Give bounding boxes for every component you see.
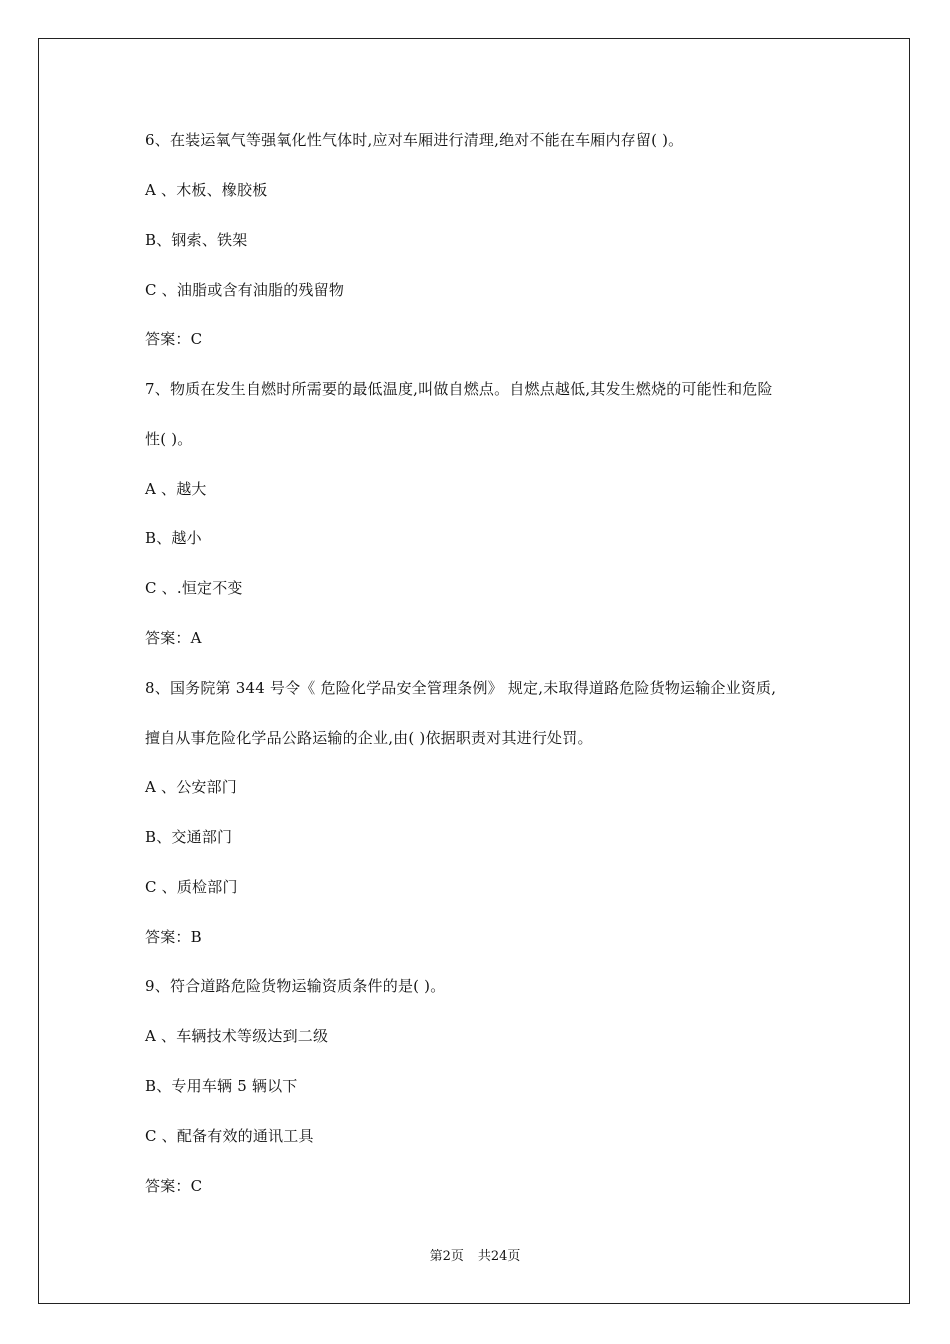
- question-7-option-c: C 、.恒定不变: [145, 579, 243, 597]
- page-number-total: 共24页: [477, 1249, 521, 1264]
- question-8-option-b: B、交通部门: [145, 828, 233, 846]
- page-footer: [0, 1248, 950, 1266]
- question-6-option-a: A 、木板、橡胶板: [145, 181, 268, 199]
- page-number-current: 第2页: [429, 1249, 464, 1264]
- question-9-option-b: B、专用车辆 5 辆以下: [145, 1077, 298, 1095]
- question-9-stem: 9、符合道路危险货物运输资质条件的是( )。: [145, 977, 446, 995]
- question-7-answer: 答案：A: [145, 629, 202, 647]
- question-7-option-a: A 、越大: [145, 480, 207, 498]
- question-8-answer: 答案：B: [145, 928, 202, 946]
- page-border: [38, 38, 910, 1304]
- question-8-stem-line-1: 8、国务院第 344 号令《 危险化学品安全管理条例》 规定,未取得道路危险货物运输企业资质,: [145, 679, 777, 697]
- question-6-stem: 6、在装运氧气等强氧化性气体时,应对车厢进行清理,绝对不能在车厢内存留( )。: [145, 131, 684, 149]
- question-7-stem-line-1: 7、物质在发生自燃时所需要的最低温度,叫做自燃点。自燃点越低,其发生燃烧的可能性和危险: [145, 380, 773, 398]
- question-7-option-b: B、越小: [145, 529, 202, 547]
- question-9-option-a: A 、车辆技术等级达到二级: [145, 1027, 329, 1045]
- question-8-option-c: C 、质检部门: [145, 878, 238, 896]
- question-8-option-a: A 、公安部门: [145, 778, 238, 796]
- question-9-option-c: C 、配备有效的通讯工具: [145, 1127, 314, 1145]
- question-6-answer: 答案：C: [145, 330, 203, 348]
- question-9-answer: 答案：C: [145, 1177, 203, 1195]
- question-7-stem-line-2: 性( )。: [145, 430, 193, 448]
- question-6-option-b: B、钢索、铁架: [145, 231, 248, 249]
- question-8-stem-line-2: 擅自从事危险化学品公路运输的企业,由( )依据职责对其进行处罚。: [145, 729, 593, 747]
- question-6-option-c: C 、油脂或含有油脂的残留物: [145, 281, 345, 299]
